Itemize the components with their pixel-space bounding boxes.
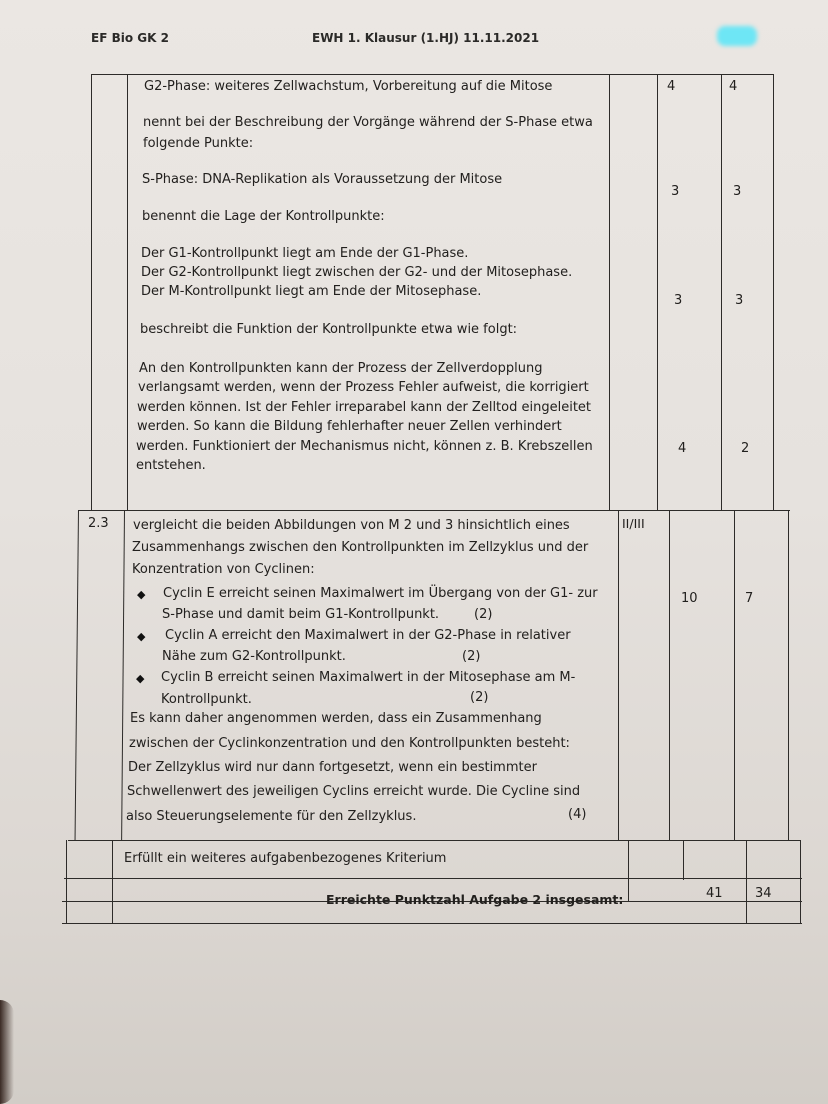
cyclin-b-line-2: Kontrollpunkt.	[161, 692, 252, 707]
diamond-bullet-icon: ◆	[137, 588, 146, 601]
extra-criterion-text: Erfüllt ein weiteres aufgabenbezogenes Kriterium	[124, 851, 447, 866]
kontrollpunkt-g1: Der G1-Kontrollpunkt liegt am Ende der G1-Phase.	[141, 246, 469, 261]
col-achieved-divider-mid	[734, 510, 735, 840]
s-phase-text: S-Phase: DNA-Replikation als Voraussetzung der Mitose	[142, 172, 503, 187]
cyclin-b-line-1: Cyclin B erreicht seinen Maximalwert in der Mitosephase am M-	[161, 670, 576, 685]
col-number-divider-bottom	[112, 840, 113, 924]
col-level-divider-top	[609, 74, 610, 510]
funktion-line: entstehen.	[136, 458, 206, 473]
col-level-divider-bottom	[628, 840, 629, 902]
funktion-line: werden. Funktioniert der Mechanismus nicht, können z. B. Krebszellen	[136, 439, 593, 454]
col-outer-right-mid	[788, 510, 789, 840]
cyclin-e-line-2: S-Phase und damit beim G1-Kontrollpunkt.	[162, 607, 440, 622]
conclusion-line: Der Zellzyklus wird nur dann fortgesetzt, wenn ein bestimmter	[128, 760, 537, 775]
total-achieved-points: 34	[755, 886, 772, 901]
conclusion-points: (4)	[568, 807, 587, 822]
kontrollpunkt-g2: Der G2-Kontrollpunkt liegt zwischen der G2- und der Mitosephase.	[141, 265, 573, 280]
conclusion-line: also Steuerungselemente für den Zellzyklus.	[126, 809, 417, 824]
total-label: Erreichte Punktzahl Aufgabe 2 insgesamt:	[326, 892, 624, 907]
funktion-line: verlangsamt werden, wenn der Prozess Fehler aufweist, die korrigiert	[138, 380, 589, 395]
kontrollpunkt-m: Der M-Kontrollpunkt liegt am Ende der Mitosephase.	[141, 284, 482, 299]
cyclin-a-points: (2)	[462, 649, 481, 664]
cyclin-e-points: (2)	[474, 607, 493, 622]
funktion-line: werden. So kann die Bildung fehlerhafter neuer Zellen verhindert	[137, 419, 562, 434]
cyclin-b-points: (2)	[470, 690, 489, 705]
beschreibt-text: beschreibt die Funktion der Kontrollpunkte etwa wie folgt:	[140, 322, 518, 337]
achieved-points-sphase: 3	[733, 184, 742, 199]
max-points-funktion: 4	[678, 441, 687, 456]
col-max-divider-mid	[669, 510, 670, 840]
achieved-points-funktion: 2	[741, 441, 750, 456]
max-points-kontrollpunkte: 3	[674, 293, 683, 308]
col-max-divider-bottom	[683, 840, 684, 880]
max-points-g2: 4	[667, 79, 676, 94]
cyclin-e-line-1: Cyclin E erreicht seinen Maximalwert im Übergang von der G1- zur	[163, 586, 598, 601]
course-label: EF Bio GK 2	[91, 31, 169, 45]
intro-line: Zusammenhangs zwischen den Kontrollpunkten im Zellzyklus und der	[132, 540, 589, 555]
row-divider-2-3	[78, 510, 790, 511]
total-max-points: 41	[706, 886, 723, 901]
intro-line: Konzentration von Cyclinen:	[132, 562, 315, 577]
cyclin-a-line-1: Cyclin A erreicht den Maximalwert in der G2-Phase in relativer	[165, 628, 571, 643]
requirement-level: II/III	[622, 516, 645, 531]
redacted-name	[717, 26, 757, 46]
task-number: 2.3	[88, 516, 109, 531]
achieved-points-g2: 4	[729, 79, 738, 94]
col-achieved-divider-bottom	[746, 840, 747, 924]
exam-title: EWH 1. Klausur (1.HJ) 11.11.2021	[312, 31, 540, 45]
diamond-bullet-icon: ◆	[137, 630, 146, 643]
conclusion-line: Schwellenwert des jeweiligen Cyclins erreicht wurde. Die Cycline sind	[127, 784, 581, 799]
nennt-line-1: nennt bei der Beschreibung der Vorgänge während der S-Phase etwa	[143, 115, 593, 130]
finger-shadow	[0, 1000, 14, 1104]
row-divider-extra	[68, 840, 800, 841]
cyclin-a-line-2: Nähe zum G2-Kontrollpunkt.	[162, 649, 346, 664]
funktion-line: werden können. Ist der Fehler irreparabel kann der Zelltod eingeleitet	[137, 400, 592, 415]
table-top-border	[91, 74, 774, 75]
achieved-points-2-3: 7	[745, 591, 754, 606]
col-achieved-divider-top	[721, 74, 722, 510]
achieved-points-kontrollpunkte: 3	[735, 293, 744, 308]
intro-line: vergleicht die beiden Abbildungen von M 2 und 3 hinsichtlich eines	[133, 518, 570, 533]
col-outer-right-top	[773, 74, 774, 510]
conclusion-line: zwischen der Cyclinkonzentration und den Kontrollpunkten besteht:	[129, 736, 570, 751]
col-level-divider-mid	[618, 510, 619, 840]
g2-phase-text: G2-Phase: weiteres Zellwachstum, Vorbereitung auf die Mitose	[144, 79, 553, 94]
max-points-2-3: 10	[681, 591, 698, 606]
nennt-line-2: folgende Punkte:	[143, 136, 254, 151]
row-divider-total	[64, 878, 802, 879]
col-outer-left-top	[91, 74, 92, 510]
benennt-text: benennt die Lage der Kontrollpunkte:	[142, 209, 385, 224]
col-number-divider-top	[127, 74, 128, 510]
diamond-bullet-icon: ◆	[136, 672, 145, 685]
col-outer-right-bottom	[800, 840, 801, 924]
table-bottom-border	[62, 923, 802, 924]
max-points-sphase: 3	[671, 184, 680, 199]
col-outer-left-bottom	[66, 840, 67, 924]
conclusion-line: Es kann daher angenommen werden, dass ein Zusammenhang	[130, 711, 542, 726]
funktion-line: An den Kontrollpunkten kann der Prozess der Zellverdopplung	[139, 361, 543, 376]
col-max-divider-top	[657, 74, 658, 510]
